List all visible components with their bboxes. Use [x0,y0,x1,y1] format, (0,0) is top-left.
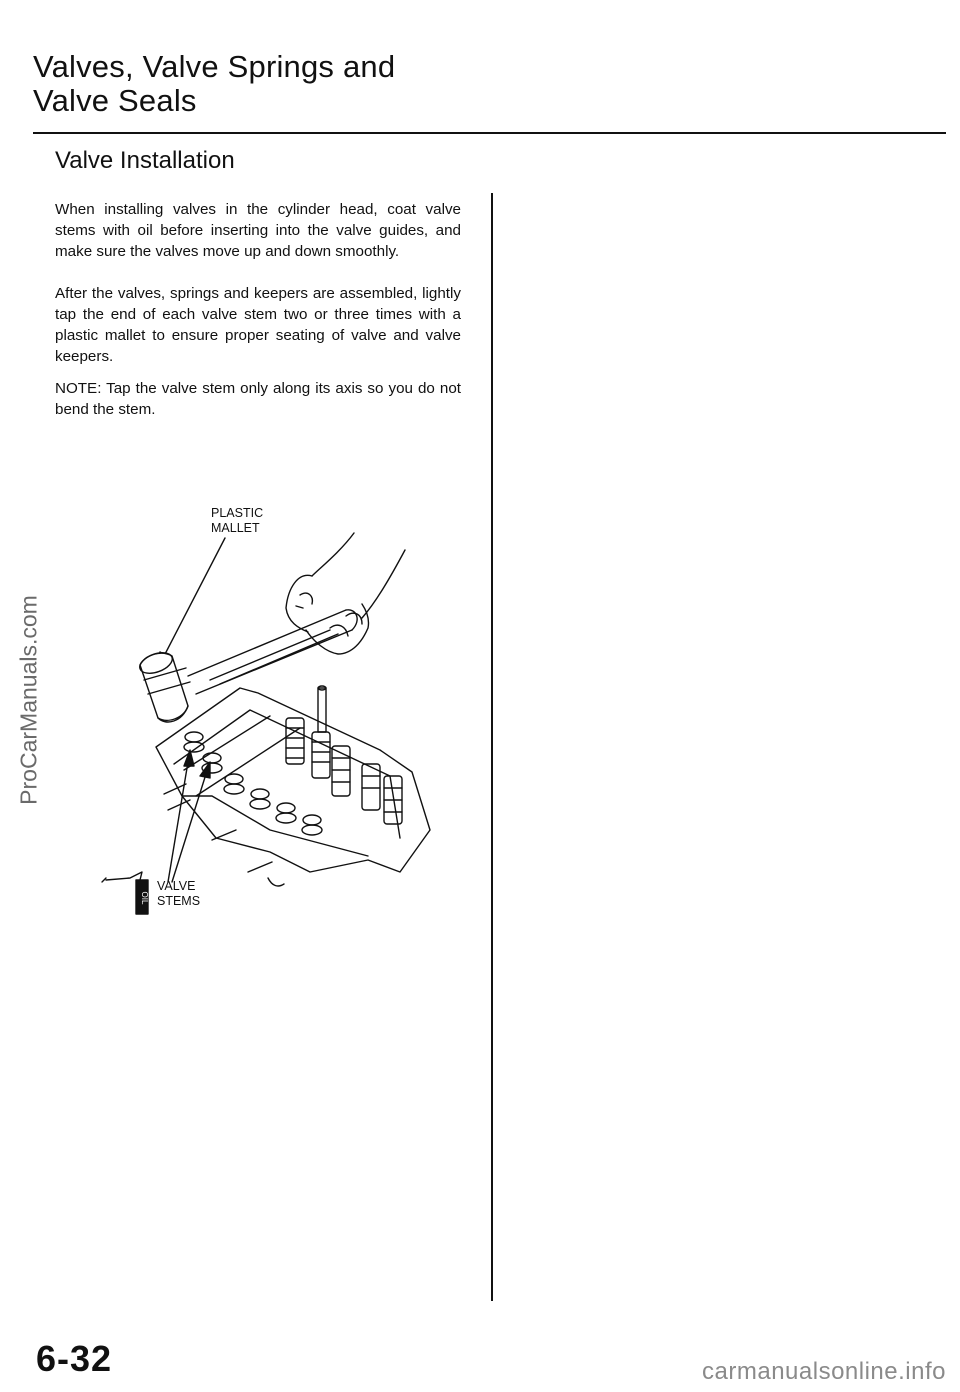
page-title [33,50,395,118]
side-watermark-text: ProCarManuals.com [15,595,42,805]
page-title-line-2: Valve Seals [33,83,197,118]
oil-can-label: OIL [140,891,149,905]
mallet-head [137,649,190,722]
paragraph-2: After the valves, springs and keepers are assembled, lightly tap the end of each valve stem two or three times with a plastic mallet to ensure proper seating of valve and valve keepers. [55,285,461,365]
paragraph-1: When installing valves in the cylinder head, coat valve stems with oil before inserting into the valve guides, and make sure the valves move up and down smoothly. [55,201,461,260]
valve-installation-figure [100,500,440,920]
plastic-mallet-label: PLASTIC MALLET [211,506,264,535]
hand-illustration [286,533,405,654]
page-title-line-1: Valves, Valve Springs and [33,49,396,84]
illustration [100,500,440,920]
side-watermark [4,570,54,830]
valve-stems-label: VALVE STEMS [157,879,201,908]
footer-watermark: carmanualsonline.info [702,1358,946,1385]
mallet-leader-arrow [158,538,225,668]
column-divider [491,193,493,1301]
page-number: 6-32 [36,1338,113,1379]
title-rule [33,132,946,134]
section-heading: Valve Installation [55,147,235,174]
valve-stem-leader-arrows [168,750,210,882]
note-paragraph: NOTE: Tap the valve stem only along its axis so you do not bend the stem. [55,380,461,418]
